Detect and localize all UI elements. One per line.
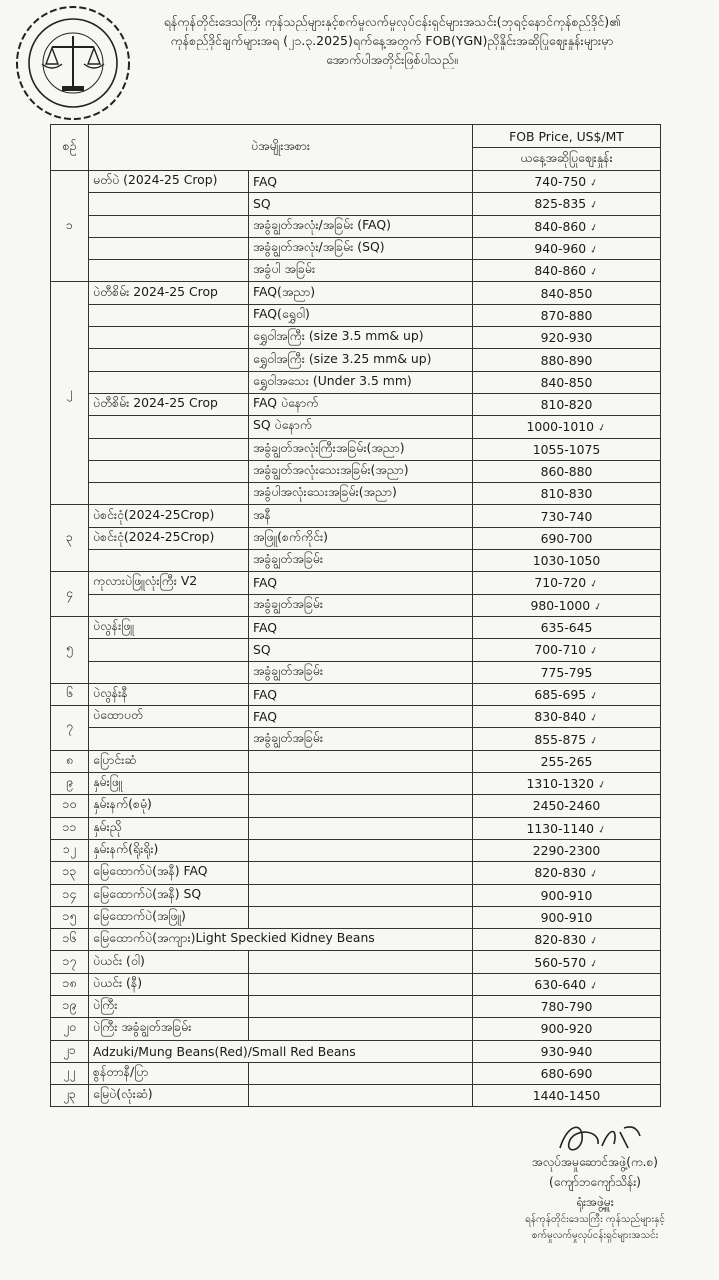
table-row [51, 795, 661, 817]
price-value: 920-930 [540, 330, 593, 346]
fob-price [473, 973, 661, 995]
check-mark-icon: ✓ [588, 734, 601, 748]
price-value: 840-850 [540, 285, 593, 301]
grade-spec [249, 906, 473, 928]
grade-spec: အခွံပါအလုံးသေးအခြမ်း(အညာ) [249, 483, 473, 505]
grade-spec [249, 1062, 473, 1084]
grade-spec: SQ [249, 193, 473, 215]
header-line-1: ရန်ကုန်တိုင်းဒေသကြီး ကုန်သည်များနှင့်စက်မှုလက်မှုလုပ်ငန်းရှင်များအသင်း(ဘုရင့်နောင်ကုန်စည်ဒိုင်)၏ [163, 14, 621, 29]
table-row [51, 1018, 661, 1040]
grade-spec [249, 884, 473, 906]
bean-type: ပဲယင်း (ဝါ) [89, 951, 249, 973]
bean-type [89, 661, 249, 683]
price-value: 630-640 [534, 976, 587, 992]
row-number: ၅ [51, 616, 89, 683]
price-value: 690-700 [540, 530, 593, 546]
bean-type: ပဲယင်း (နီ) [89, 973, 249, 995]
fob-price [473, 750, 661, 772]
price-value: 740-750 [534, 174, 587, 190]
price-table [50, 124, 661, 1107]
check-mark-icon: ✓ [588, 979, 601, 993]
price-value: 900-910 [540, 909, 593, 925]
price-value: 880-890 [540, 352, 593, 368]
grade-spec [249, 817, 473, 839]
table-row [51, 438, 661, 460]
signature-line-4: ရန်ကုန်တိုင်းဒေသကြီး ကုန်သည်များနှင့် [525, 1214, 665, 1225]
fob-price [473, 371, 661, 393]
bean-type: ပဲလွန်းနီ [89, 683, 249, 705]
bean-type: ပြောင်းဆံ [89, 750, 249, 772]
bean-type: ပဲစင်းငုံ(2024-25Crop) [89, 505, 249, 527]
table-row [51, 639, 661, 661]
fob-price [473, 282, 661, 304]
grade-spec: အခွံချွတ်အလုံး/အခြမ်း (FAQ) [249, 215, 473, 237]
check-mark-icon: ✓ [588, 177, 601, 191]
check-mark-icon: ✓ [588, 957, 601, 971]
table-row [51, 215, 661, 237]
table-row [51, 683, 661, 705]
grade-spec: FAQ [249, 706, 473, 728]
bean-type: ပဲတီစိမ်း 2024-25 Crop [89, 393, 249, 415]
bean-type [89, 349, 249, 371]
grade-spec: FAQ [249, 683, 473, 705]
price-value: 855-875 [534, 731, 587, 747]
price-value: 900-920 [540, 1021, 593, 1037]
grade-spec: FAQ ပဲနောက် [249, 393, 473, 415]
price-value: 1440-1450 [532, 1088, 601, 1104]
table-row [51, 906, 661, 928]
grade-spec [249, 773, 473, 795]
table-row [51, 862, 661, 884]
grade-spec: အခွံချွတ်အလုံး/အခြမ်း (SQ) [249, 237, 473, 259]
bean-type [89, 594, 249, 616]
price-value: 1310-1320 [526, 776, 595, 792]
fob-price [473, 1018, 661, 1040]
fob-price [473, 616, 661, 638]
fob-price [473, 483, 661, 505]
column-header-price-sub: ယနေ့အဆိုပြုဈေးနှုန်း [473, 148, 661, 171]
price-value: 730-740 [540, 508, 593, 524]
row-number: ၁၅ [51, 906, 89, 928]
check-mark-icon: ✓ [588, 935, 601, 949]
fob-price [473, 929, 661, 951]
grade-spec [249, 951, 473, 973]
check-mark-icon: ✓ [596, 823, 608, 837]
check-mark-icon: ✓ [588, 244, 601, 258]
table-row [51, 995, 661, 1017]
bean-type [89, 639, 249, 661]
column-header-no: စဉ် [51, 125, 89, 171]
check-mark-icon: ✓ [592, 600, 605, 614]
bean-type: မြေထောက်ပဲ(အဖြူ) [89, 906, 249, 928]
signature-line-2: (ကျော်ဘကျော်သိန်း) [549, 1175, 641, 1189]
table-row [51, 706, 661, 728]
fob-price [473, 661, 661, 683]
fob-price [473, 795, 661, 817]
fob-price [473, 951, 661, 973]
grade-spec: FAQ [249, 572, 473, 594]
price-value: 1055-1075 [532, 441, 601, 457]
fob-price [473, 728, 661, 750]
grade-spec [249, 750, 473, 772]
bean-type [89, 193, 249, 215]
grade-spec: FAQ [249, 616, 473, 638]
grade-spec: အခွံပါ အခြမ်း [249, 260, 473, 282]
row-number: ၂ [51, 282, 89, 505]
bean-type: နှမ်းနက်(ရိုးရိုး) [89, 839, 249, 861]
bean-type [89, 327, 249, 349]
check-mark-icon: ✓ [588, 578, 601, 592]
table-row [51, 773, 661, 795]
row-number: ၈ [51, 750, 89, 772]
grade-spec: SQ ပဲနောက် [249, 416, 473, 438]
fob-price [473, 773, 661, 795]
row-number: ၇ [51, 706, 89, 751]
table-header-row [51, 125, 661, 148]
price-value: 980-1000 [530, 597, 591, 613]
table-row [51, 527, 661, 549]
price-value: 940-960 [534, 241, 587, 257]
fob-price [473, 995, 661, 1017]
table-row [51, 839, 661, 861]
fob-price [473, 193, 661, 215]
row-number: ၁၃ [51, 862, 89, 884]
table-row [51, 594, 661, 616]
price-value: 825-835 [534, 196, 587, 212]
grade-spec: အခွံချွတ်အလုံးသေးအခြမ်း(အညာ) [249, 460, 473, 482]
price-value: 820-830 [534, 865, 587, 881]
fob-price [473, 171, 661, 193]
grade-spec: အခွံချွတ်အခြမ်း [249, 594, 473, 616]
table-row [51, 951, 661, 973]
row-number: ၂၃ [51, 1085, 89, 1107]
table-row [51, 1085, 661, 1107]
fob-price [473, 416, 661, 438]
price-value: 1130-1140 [526, 820, 595, 836]
row-number: ၁၉ [51, 995, 89, 1017]
price-value: 685-695 [534, 686, 587, 702]
header-line-3: အောက်ပါအတိုင်းဖြစ်ပါသည်။ [326, 52, 458, 67]
row-number: ၁၇ [51, 951, 89, 973]
fob-price [473, 884, 661, 906]
price-value: 680-690 [540, 1066, 593, 1082]
price-value: 830-840 [534, 709, 587, 725]
bean-type: နှမ်းနက်(စမုံ) [89, 795, 249, 817]
grade-spec [249, 862, 473, 884]
row-number: ၁၂ [51, 839, 89, 861]
fob-price [473, 215, 661, 237]
grade-spec: အခွံချွတ်အလုံးကြီးအခြမ်း(အညာ) [249, 438, 473, 460]
bean-type: မြေထောက်ပဲ(အနီ) SQ [89, 884, 249, 906]
check-mark-icon: ✓ [588, 645, 601, 659]
check-mark-icon: ✓ [588, 868, 601, 882]
table-row [51, 304, 661, 326]
column-header-item: ပဲအမျိုးအစား [89, 125, 473, 171]
table-row [51, 483, 661, 505]
price-value: 1030-1050 [532, 553, 601, 569]
price-value: 255-265 [540, 753, 593, 769]
grade-spec: FAQ(ရွှေဝါ) [249, 304, 473, 326]
signature-line-1: အလုပ်အမှုဆောင်အဖွဲ့(က.စ) [532, 1155, 658, 1169]
grade-spec: အခွံချွတ်အခြမ်း [249, 550, 473, 572]
price-value: 840-860 [534, 218, 587, 234]
row-number: ၃ [51, 505, 89, 572]
fob-price [473, 817, 661, 839]
price-value: 810-830 [540, 486, 593, 502]
fob-price [473, 1062, 661, 1084]
fob-price [473, 349, 661, 371]
check-mark-icon: ✓ [596, 422, 608, 436]
grade-spec: အခွံချွတ်အခြမ်း [249, 728, 473, 750]
bean-type [89, 237, 249, 259]
price-value: 900-910 [540, 887, 593, 903]
fob-price [473, 683, 661, 705]
column-header-price: FOB Price, US$/MT [473, 125, 661, 148]
grade-spec: အခွံချွတ်အခြမ်း [249, 661, 473, 683]
bean-type: မတ်ပဲ (2024-25 Crop) [89, 171, 249, 193]
row-number: ၁၄ [51, 884, 89, 906]
price-value: 560-570 [534, 954, 587, 970]
price-value: 2290-2300 [532, 843, 601, 859]
table-row [51, 661, 661, 683]
price-value: 710-720 [534, 575, 587, 591]
table-row [51, 327, 661, 349]
price-value: 700-710 [534, 642, 587, 658]
grade-spec: FAQ [249, 171, 473, 193]
bean-type: Adzuki/Mung Beans(Red)/Small Red Beans [89, 1040, 473, 1062]
fob-price [473, 639, 661, 661]
check-mark-icon: ✓ [588, 689, 601, 703]
row-number: ၁၀ [51, 795, 89, 817]
fob-price [473, 594, 661, 616]
document-header [92, 12, 692, 69]
fob-price [473, 572, 661, 594]
check-mark-icon: ✓ [588, 199, 601, 213]
table-row [51, 349, 661, 371]
fob-price [473, 906, 661, 928]
header-line-2: ကုန်စည်ဒိုင်ချက်များအရ (၂၁.၃.2025)ရက်နေ့အတွက် FOB(YGN)ညှိနှိုင်းအဆိုပြုဈေးနှုန်းများမှာ [170, 33, 614, 48]
grade-spec: ရွှေဝါအကြီး (size 3.25 mm& up) [249, 349, 473, 371]
bean-type: ပဲလွန်းဖြူ [89, 616, 249, 638]
grade-spec: ရွှေဝါအကြီး (size 3.5 mm& up) [249, 327, 473, 349]
table-row [51, 572, 661, 594]
price-value: 870-880 [540, 307, 593, 323]
grade-spec: အဖြူ(စက်ကိုင်း) [249, 527, 473, 549]
row-number: ၁၈ [51, 973, 89, 995]
row-number: ၆ [51, 683, 89, 705]
table-row [51, 237, 661, 259]
table-row [51, 505, 661, 527]
signature-block [480, 1118, 710, 1244]
grade-spec [249, 995, 473, 1017]
table-row [51, 1062, 661, 1084]
row-number: ၂၁ [51, 1040, 89, 1062]
bean-type: ပဲတီစိမ်း 2024-25 Crop [89, 282, 249, 304]
bean-type: ကုလားပဲဖြူလုံးကြီး V2 [89, 572, 249, 594]
bean-type: မြေထောက်ပဲ(အကျား)Light Speckied Kidney Beans [89, 929, 473, 951]
fob-price [473, 327, 661, 349]
grade-spec: အနီ [249, 505, 473, 527]
fob-price [473, 862, 661, 884]
bean-type: ပဲကြီး အခွံချွတ်အခြမ်း [89, 1018, 249, 1040]
check-mark-icon: ✓ [588, 712, 601, 726]
grade-spec [249, 795, 473, 817]
table-row [51, 728, 661, 750]
fob-price [473, 505, 661, 527]
signature-line-3: ရုံးအဖွဲ့မှူး [576, 1195, 614, 1209]
price-value: 840-860 [534, 263, 587, 279]
price-value: 810-820 [540, 397, 593, 413]
price-value: 780-790 [540, 999, 593, 1015]
price-value: 635-645 [540, 620, 593, 636]
table-row [51, 973, 661, 995]
fob-price [473, 839, 661, 861]
check-mark-icon: ✓ [596, 779, 608, 793]
row-number: ၂၀ [51, 1018, 89, 1040]
table-row [51, 371, 661, 393]
grade-spec: ရွှေဝါအသေး (Under 3.5 mm) [249, 371, 473, 393]
signature-line-5: စက်မှုလက်မှုလုပ်ငန်းရှင်များအသင်း [531, 1230, 659, 1241]
bean-type: ပဲစင်းငုံ(2024-25Crop) [89, 527, 249, 549]
fob-price [473, 550, 661, 572]
table-row [51, 282, 661, 304]
row-number: ၁၆ [51, 929, 89, 951]
table-row [51, 193, 661, 215]
grade-spec [249, 973, 473, 995]
price-value: 860-880 [540, 464, 593, 479]
table-row [51, 929, 661, 951]
row-number: ၂၂ [51, 1062, 89, 1084]
bean-type: စွန်တာနီ/ပြာ [89, 1062, 249, 1084]
grade-spec [249, 839, 473, 861]
table-row [51, 1040, 661, 1062]
bean-type [89, 260, 249, 282]
row-number: ၉ [51, 773, 89, 795]
table-row [51, 750, 661, 772]
fob-price [473, 1085, 661, 1107]
check-mark-icon: ✓ [588, 221, 601, 235]
price-value: 2450-2460 [532, 798, 601, 814]
table-body [51, 171, 661, 1107]
grade-spec: FAQ(အညာ) [249, 282, 473, 304]
bean-type: နှမ်းဖြူ [89, 773, 249, 795]
fob-price [473, 438, 661, 460]
bean-type: နှမ်းညို [89, 817, 249, 839]
grade-spec [249, 1085, 473, 1107]
table-row [51, 616, 661, 638]
fob-price [473, 304, 661, 326]
bean-type [89, 728, 249, 750]
table-row [51, 393, 661, 415]
check-mark-icon: ✓ [588, 266, 601, 280]
fob-price [473, 237, 661, 259]
fob-price [473, 1040, 661, 1062]
table-row [51, 884, 661, 906]
row-number: ၁ [51, 171, 89, 282]
bean-type [89, 550, 249, 572]
row-number: ၁၁ [51, 817, 89, 839]
bean-type: မြေထောက်ပဲ(အနီ) FAQ [89, 862, 249, 884]
fob-price [473, 260, 661, 282]
fob-price [473, 393, 661, 415]
table-row [51, 260, 661, 282]
bean-type [89, 215, 249, 237]
bean-type [89, 416, 249, 438]
grade-spec: SQ [249, 639, 473, 661]
grade-spec [249, 1018, 473, 1040]
table-row [51, 416, 661, 438]
table-row [51, 171, 661, 193]
bean-type [89, 483, 249, 505]
fob-price [473, 460, 661, 482]
price-value: 840-850 [540, 374, 593, 390]
bean-type [89, 438, 249, 460]
table-row [51, 550, 661, 572]
bean-type [89, 460, 249, 482]
table-row [51, 460, 661, 482]
bean-type [89, 371, 249, 393]
fob-price [473, 527, 661, 549]
table-row [51, 817, 661, 839]
bean-type: ပဲကြီး [89, 995, 249, 1017]
bean-type: ပဲထောပတ် [89, 706, 249, 728]
fob-price [473, 706, 661, 728]
bean-type [89, 304, 249, 326]
bean-type: မြေပဲ(လုံးဆံ) [89, 1085, 249, 1107]
price-value: 820-830 [534, 932, 587, 948]
price-value: 930-940 [540, 1043, 593, 1059]
price-value: 775-795 [540, 664, 593, 680]
price-value: 1000-1010 [526, 419, 595, 435]
row-number: ၄ [51, 572, 89, 617]
